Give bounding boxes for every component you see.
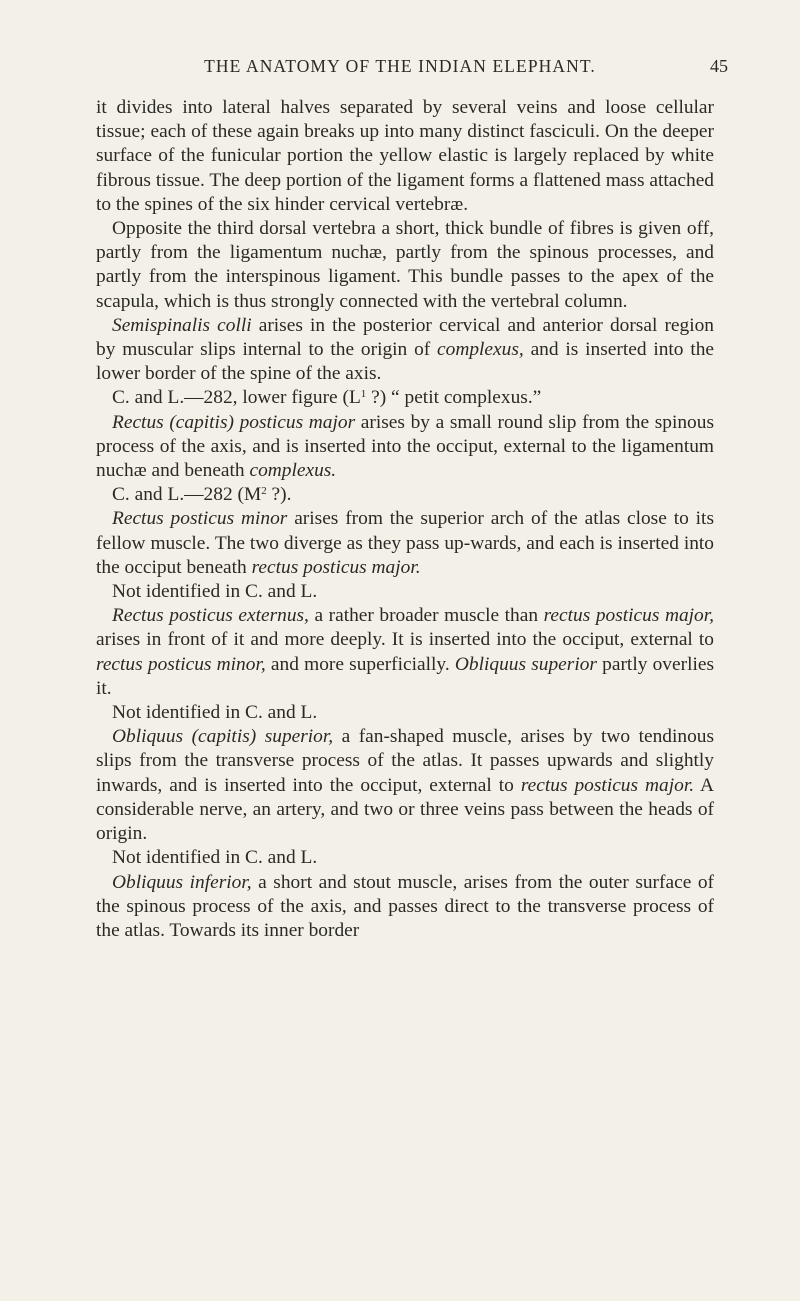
running-title: THE ANATOMY OF THE INDIAN ELEPHANT. — [204, 56, 596, 76]
reference-superscript: 1 — [360, 388, 367, 401]
paragraph-text: and is inserted into the lower border of the spine of the axis. — [96, 339, 715, 385]
muscle-name: Rectus posticus externus, — [112, 605, 309, 627]
muscle-reference: rectus posticus major. — [520, 774, 695, 796]
reference-note: Not identified in C. and L. — [112, 847, 318, 869]
paragraph-obliquus-superior — [96, 725, 714, 846]
paragraph-text: arises from the superior arch of the atlas close to its fellow muscle. The two diverge as they pass up-wards, and each is inserted into the occiput beneath — [96, 508, 714, 578]
paragraph-text: arises in the posterior cervical and anterior dorsal region by muscular slips internal to the origin of — [96, 314, 714, 361]
reference-text: C. and L.—282, lower figure (L — [112, 387, 361, 409]
muscle-reference: Obliquus superior — [454, 653, 597, 675]
reference-text: ?) “ petit complexus.” — [366, 387, 542, 409]
muscle-reference: complexus. — [249, 460, 337, 482]
page-number: 45 — [710, 56, 728, 76]
reference-superscript: 2 — [261, 485, 267, 498]
paragraph-text: a rather broader muscle than — [308, 605, 544, 627]
muscle-reference: complexus, — [437, 339, 524, 361]
reference-note: Not identified in C. and L. — [112, 581, 318, 603]
running-head — [0, 56, 800, 84]
body-text — [96, 96, 714, 943]
reference-text: ?). — [266, 484, 292, 506]
muscle-name: Obliquus inferior, — [112, 871, 252, 893]
muscle-reference: rectus posticus major, — [543, 605, 714, 627]
paragraph-rectus-posticus-major — [96, 411, 714, 484]
paragraph-semispinalis-colli — [96, 314, 714, 387]
paragraph-rectus-posticus-minor — [96, 507, 714, 580]
paragraph-text: arises by a small round slip from the spinous process of the axis, and is inserted into the occiput, external to the ligamentum nuchæ and beneath — [96, 411, 714, 482]
paragraph-text: a short and stout muscle, arises from the outer surface of the spinous process of the axis, and passes direct to the transverse process of the atlas. Towards its inner border — [96, 871, 714, 941]
reference-note — [96, 386, 714, 410]
paragraph-obliquus-inferior — [96, 871, 714, 944]
paragraph-text: arises in front of it and more deeply. It is inserted into the occiput, external to — [96, 629, 714, 651]
reference-text: C. and L.—282 (M — [112, 484, 262, 506]
paragraph-scapula-bundle: Opposite the third dorsal vertebra a short, thick bundle of fibres is given off, partly from the ligamentum nuchæ, partly from the spinous processes, and partly from the interspinous ligament. This bundle passes to the apex of the scapula, which is thus strongly connected with the vertebral column. — [96, 218, 714, 312]
paragraph-text: partly overlies it. — [96, 653, 714, 699]
muscle-reference: rectus posticus major. — [251, 556, 421, 578]
muscle-name: Obliquus (capitis) superior, — [112, 726, 334, 748]
paragraph-ligament-continued: it divides into lateral halves separated by several veins and loose cellular tissue; each of these again breaks up into many distinct fasciculi. On the deeper surface of the funicular portion the yellow elastic is largely replaced by white fibrous tissue. The deep portion of the ligament forms a flattened mass attached to the spines of the six hinder cervical vertebræ. — [96, 97, 714, 215]
reference-note: Not identified in C. and L. — [112, 702, 318, 724]
muscle-reference: rectus posticus minor, — [96, 653, 266, 675]
paragraph-text: and more superficially. — [265, 653, 455, 675]
muscle-name: Semispinalis colli — [112, 314, 252, 336]
reference-note — [96, 483, 714, 507]
paragraph-text: a fan-shaped muscle, arises by two tendinous slips from the transverse process of the atlas. It passes upwards and slightly inwards, and is inserted into the occiput, external to — [96, 726, 715, 796]
paragraph-rectus-posticus-externus — [96, 604, 714, 701]
paragraph-text: A considerable nerve, an artery, and two or three veins pass between the heads of origin. — [96, 774, 715, 845]
muscle-name: Rectus (capitis) posticus major — [112, 411, 356, 433]
muscle-name: Rectus posticus minor — [112, 508, 288, 530]
